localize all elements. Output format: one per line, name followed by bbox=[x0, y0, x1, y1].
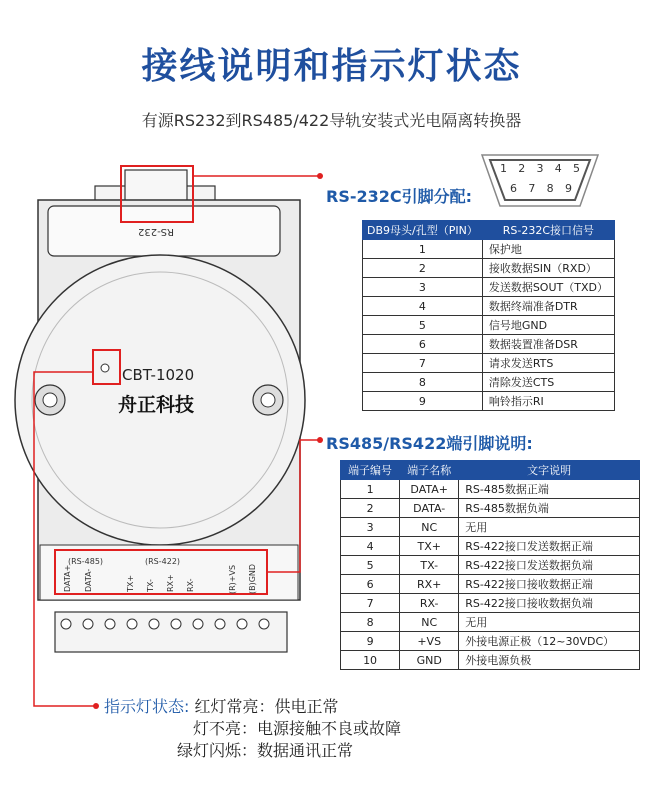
rs232-pin-table bbox=[362, 220, 615, 411]
db9-pin: 5 bbox=[573, 162, 580, 175]
terminal-name: RX- bbox=[400, 594, 459, 613]
table-row bbox=[363, 259, 615, 278]
column-header: DB9母头/孔型（PIN） bbox=[363, 221, 483, 240]
pin-number: 8 bbox=[363, 373, 483, 392]
terminal-number: 1 bbox=[341, 480, 400, 499]
pin-number: 1 bbox=[363, 240, 483, 259]
db9-pin: 4 bbox=[554, 162, 562, 175]
table-row bbox=[363, 354, 615, 373]
terminal-description: RS-485数据正端 bbox=[459, 480, 640, 499]
pin-signal: 清除发送CTS bbox=[482, 373, 614, 392]
indicator-label: 指示灯状态: bbox=[104, 697, 190, 716]
pin-signal: 请求发送RTS bbox=[482, 354, 614, 373]
table-row bbox=[341, 575, 640, 594]
terminal-name: NC bbox=[400, 613, 459, 632]
db9-pin: 6 bbox=[510, 182, 517, 195]
terminal-label: DATA- bbox=[84, 568, 93, 592]
table-row bbox=[341, 537, 640, 556]
pin-signal: 信号地GND bbox=[482, 316, 614, 335]
terminal-description: RS-485数据负端 bbox=[459, 499, 640, 518]
terminal-label: RX+ bbox=[166, 574, 175, 592]
terminal-description: 外接电源负极 bbox=[459, 651, 640, 670]
table-row bbox=[341, 632, 640, 651]
terminal-description: RS-422接口接收数据正端 bbox=[459, 575, 640, 594]
terminal-description: 无用 bbox=[459, 518, 640, 537]
pin-signal: 保护地 bbox=[482, 240, 614, 259]
terminal-label: (R)+VS bbox=[228, 564, 237, 594]
rs485-pin-table bbox=[340, 460, 640, 670]
table-row bbox=[363, 240, 615, 259]
pin-number: 2 bbox=[363, 259, 483, 278]
db9-pin: 3 bbox=[536, 162, 544, 175]
pin-signal: 数据装置准备DSR bbox=[482, 335, 614, 354]
table-row bbox=[341, 651, 640, 670]
table-row bbox=[341, 613, 640, 632]
table-row bbox=[363, 278, 615, 297]
terminal-number: 4 bbox=[341, 537, 400, 556]
table-row bbox=[363, 316, 615, 335]
terminal-name: NC bbox=[400, 518, 459, 537]
table-row bbox=[363, 392, 615, 411]
table-row bbox=[363, 297, 615, 316]
db9-bottom-pins bbox=[510, 182, 572, 195]
table-row bbox=[363, 335, 615, 354]
pin-signal: 发送数据SOUT（TXD） bbox=[482, 278, 614, 297]
terminal-number: 10 bbox=[341, 651, 400, 670]
column-header: RS-232C接口信号 bbox=[482, 221, 614, 240]
terminal-name: DATA- bbox=[400, 499, 459, 518]
terminal-label: TX+ bbox=[126, 574, 135, 592]
terminal-label: (B)GND bbox=[248, 563, 257, 594]
device-brand: 舟正科技 bbox=[118, 394, 195, 416]
table-row bbox=[341, 594, 640, 613]
terminal-name: TX- bbox=[400, 556, 459, 575]
db9-top-pins bbox=[500, 162, 580, 175]
table-row bbox=[341, 480, 640, 499]
rs485-heading: RS485/RS422端引脚说明: bbox=[326, 434, 533, 453]
indicator-text: 灯不亮：电源接触不良或故障 bbox=[193, 719, 402, 738]
rs485-group-label: (RS-485) bbox=[68, 557, 104, 566]
terminal-description: RS-422接口发送数据正端 bbox=[459, 537, 640, 556]
indicator-text: 红灯常亮：供电正常 bbox=[194, 697, 339, 716]
column-header: 端子编号 bbox=[341, 461, 400, 480]
terminal-description: RS-422接口接收数据负端 bbox=[459, 594, 640, 613]
terminal-name: +VS bbox=[400, 632, 459, 651]
terminal-description: 无用 bbox=[459, 613, 640, 632]
terminal-number: 7 bbox=[341, 594, 400, 613]
pin-signal: 响铃指示RI bbox=[482, 392, 614, 411]
column-header: 端子名称 bbox=[400, 461, 459, 480]
rs232-heading: RS-232C引脚分配: bbox=[326, 187, 473, 206]
terminal-number: 5 bbox=[341, 556, 400, 575]
db9-pin: 2 bbox=[518, 162, 526, 175]
table-row bbox=[363, 373, 615, 392]
pin-signal: 数据终端准备DTR bbox=[482, 297, 614, 316]
db9-pin: 9 bbox=[564, 182, 572, 195]
db9-pin: 1 bbox=[500, 162, 507, 175]
terminal-number: 6 bbox=[341, 575, 400, 594]
db9-pin: 7 bbox=[528, 182, 536, 195]
pin-signal: 接收数据SIN（RXD） bbox=[482, 259, 614, 278]
terminal-label: DATA+ bbox=[63, 564, 72, 592]
device-model: CBT-1020 bbox=[122, 366, 195, 384]
terminal-number: 3 bbox=[341, 518, 400, 537]
rs422-group-label: (RS-422) bbox=[145, 557, 181, 566]
table-row bbox=[341, 556, 640, 575]
indicator-text: 绿灯闪烁：数据通讯正常 bbox=[177, 741, 354, 760]
table-row bbox=[341, 518, 640, 537]
terminal-name: DATA+ bbox=[400, 480, 459, 499]
rs232-port-label: RS-232 bbox=[138, 226, 174, 237]
page-title: 接线说明和指示灯状态 bbox=[141, 46, 522, 87]
column-header: 文字说明 bbox=[459, 461, 640, 480]
indicator-status-line bbox=[104, 694, 339, 717]
terminal-name: GND bbox=[400, 651, 459, 670]
pin-number: 3 bbox=[363, 278, 483, 297]
pin-number: 7 bbox=[363, 354, 483, 373]
terminal-number: 9 bbox=[341, 632, 400, 651]
terminal-name: RX+ bbox=[400, 575, 459, 594]
terminal-description: 外接电源正极（12~30VDC） bbox=[459, 632, 640, 651]
pin-number: 4 bbox=[363, 297, 483, 316]
terminal-description: RS-422接口发送数据负端 bbox=[459, 556, 640, 575]
pin-number: 9 bbox=[363, 392, 483, 411]
terminal-label: RX- bbox=[186, 578, 195, 592]
terminal-number: 8 bbox=[341, 613, 400, 632]
terminal-name: TX+ bbox=[400, 537, 459, 556]
pin-number: 6 bbox=[363, 335, 483, 354]
table-row bbox=[341, 499, 640, 518]
db9-pin: 8 bbox=[546, 182, 554, 195]
terminal-number: 2 bbox=[341, 499, 400, 518]
page-subtitle: 有源RS232到RS485/422导轨安装式光电隔离转换器 bbox=[141, 111, 522, 130]
terminal-label: TX- bbox=[146, 579, 155, 592]
pin-number: 5 bbox=[363, 316, 483, 335]
